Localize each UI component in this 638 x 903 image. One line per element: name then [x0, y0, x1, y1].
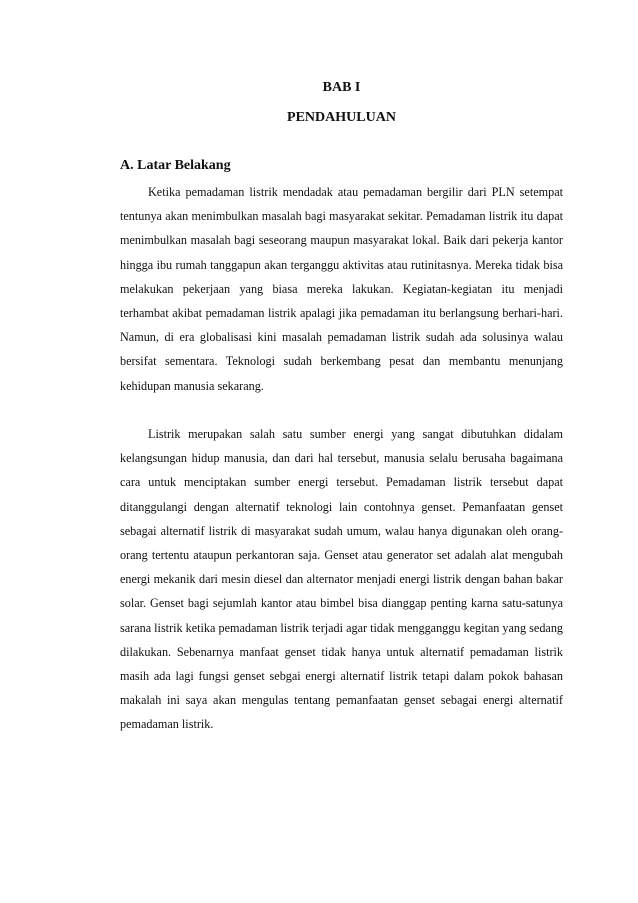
chapter-title: PENDAHULUAN: [287, 110, 396, 125]
paragraph-1: Ketika pemadaman listrik mendadak atau pemadaman bergilir dari PLN setempat tentunya akan menimbulkan masalah bagi masyarakat sekitar. Pemadaman listrik itu dapat menimbulkan masalah bagi seseorang maupun masyarakat lokal. Baik dari pekerja kantor hingga ibu rumah tanggapun akan terganggu aktivitas atau rutinitasnya. Mereka tidak bisa melakukan pekerjaan yang biasa mereka lakukan. Kegiatan-kegiatan itu menjadi terhambat akibat pemadaman listrik apalagi jika pemadaman itu berlangsung berhari-hari. Namun, di era globalisasi kini masalah pemadaman listrik sudah ada solusinya walau bersifat sementara. Teknologi sudah berkembang pesat dan membantu menunjang kehidupan manusia sekarang.: [120, 185, 563, 393]
section-heading: A. Latar Belakang: [120, 158, 231, 173]
chapter-label: BAB I: [322, 80, 361, 95]
paragraph-2: Listrik merupakan salah satu sumber energi yang sangat dibutuhkan didalam kelangsungan hidup manusia, dan dari hal tersebut, manusia selalu berusaha bagaimana cara untuk menciptakan sumber energi tersebut. Pemadaman listrik tersebut dapat ditanggulangi dengan alternatif teknologi lain contohnya genset. Pemanfaatan genset sebagai alternatif listrik di masyarakat sudah umum, walau hanya digunakan oleh orang-orang tertentu ataupun perkantoran saja. Genset atau generator set adalah alat mengubah energi mekanik dari mesin diesel dan alternator menjadi energi listrik dengan bahan bakar solar. Genset bagi sejumlah kantor atau bimbel bisa dianggap penting karna satu-satunya sarana listrik ketika pemadaman listrik terjadi agar tidak mengganggu kegitan yang sedang dilakukan. Sebenarnya manfaat genset tidak hanya untuk alternatif pemadaman listrik masih ada lagi fungsi genset sebgai energi alternatif listrik tetapi dalam pokok bahasan makalah ini saya akan mengulas tentang pemanfaatan genset sebagai energi alternatif pemadaman listrik.: [120, 427, 564, 732]
